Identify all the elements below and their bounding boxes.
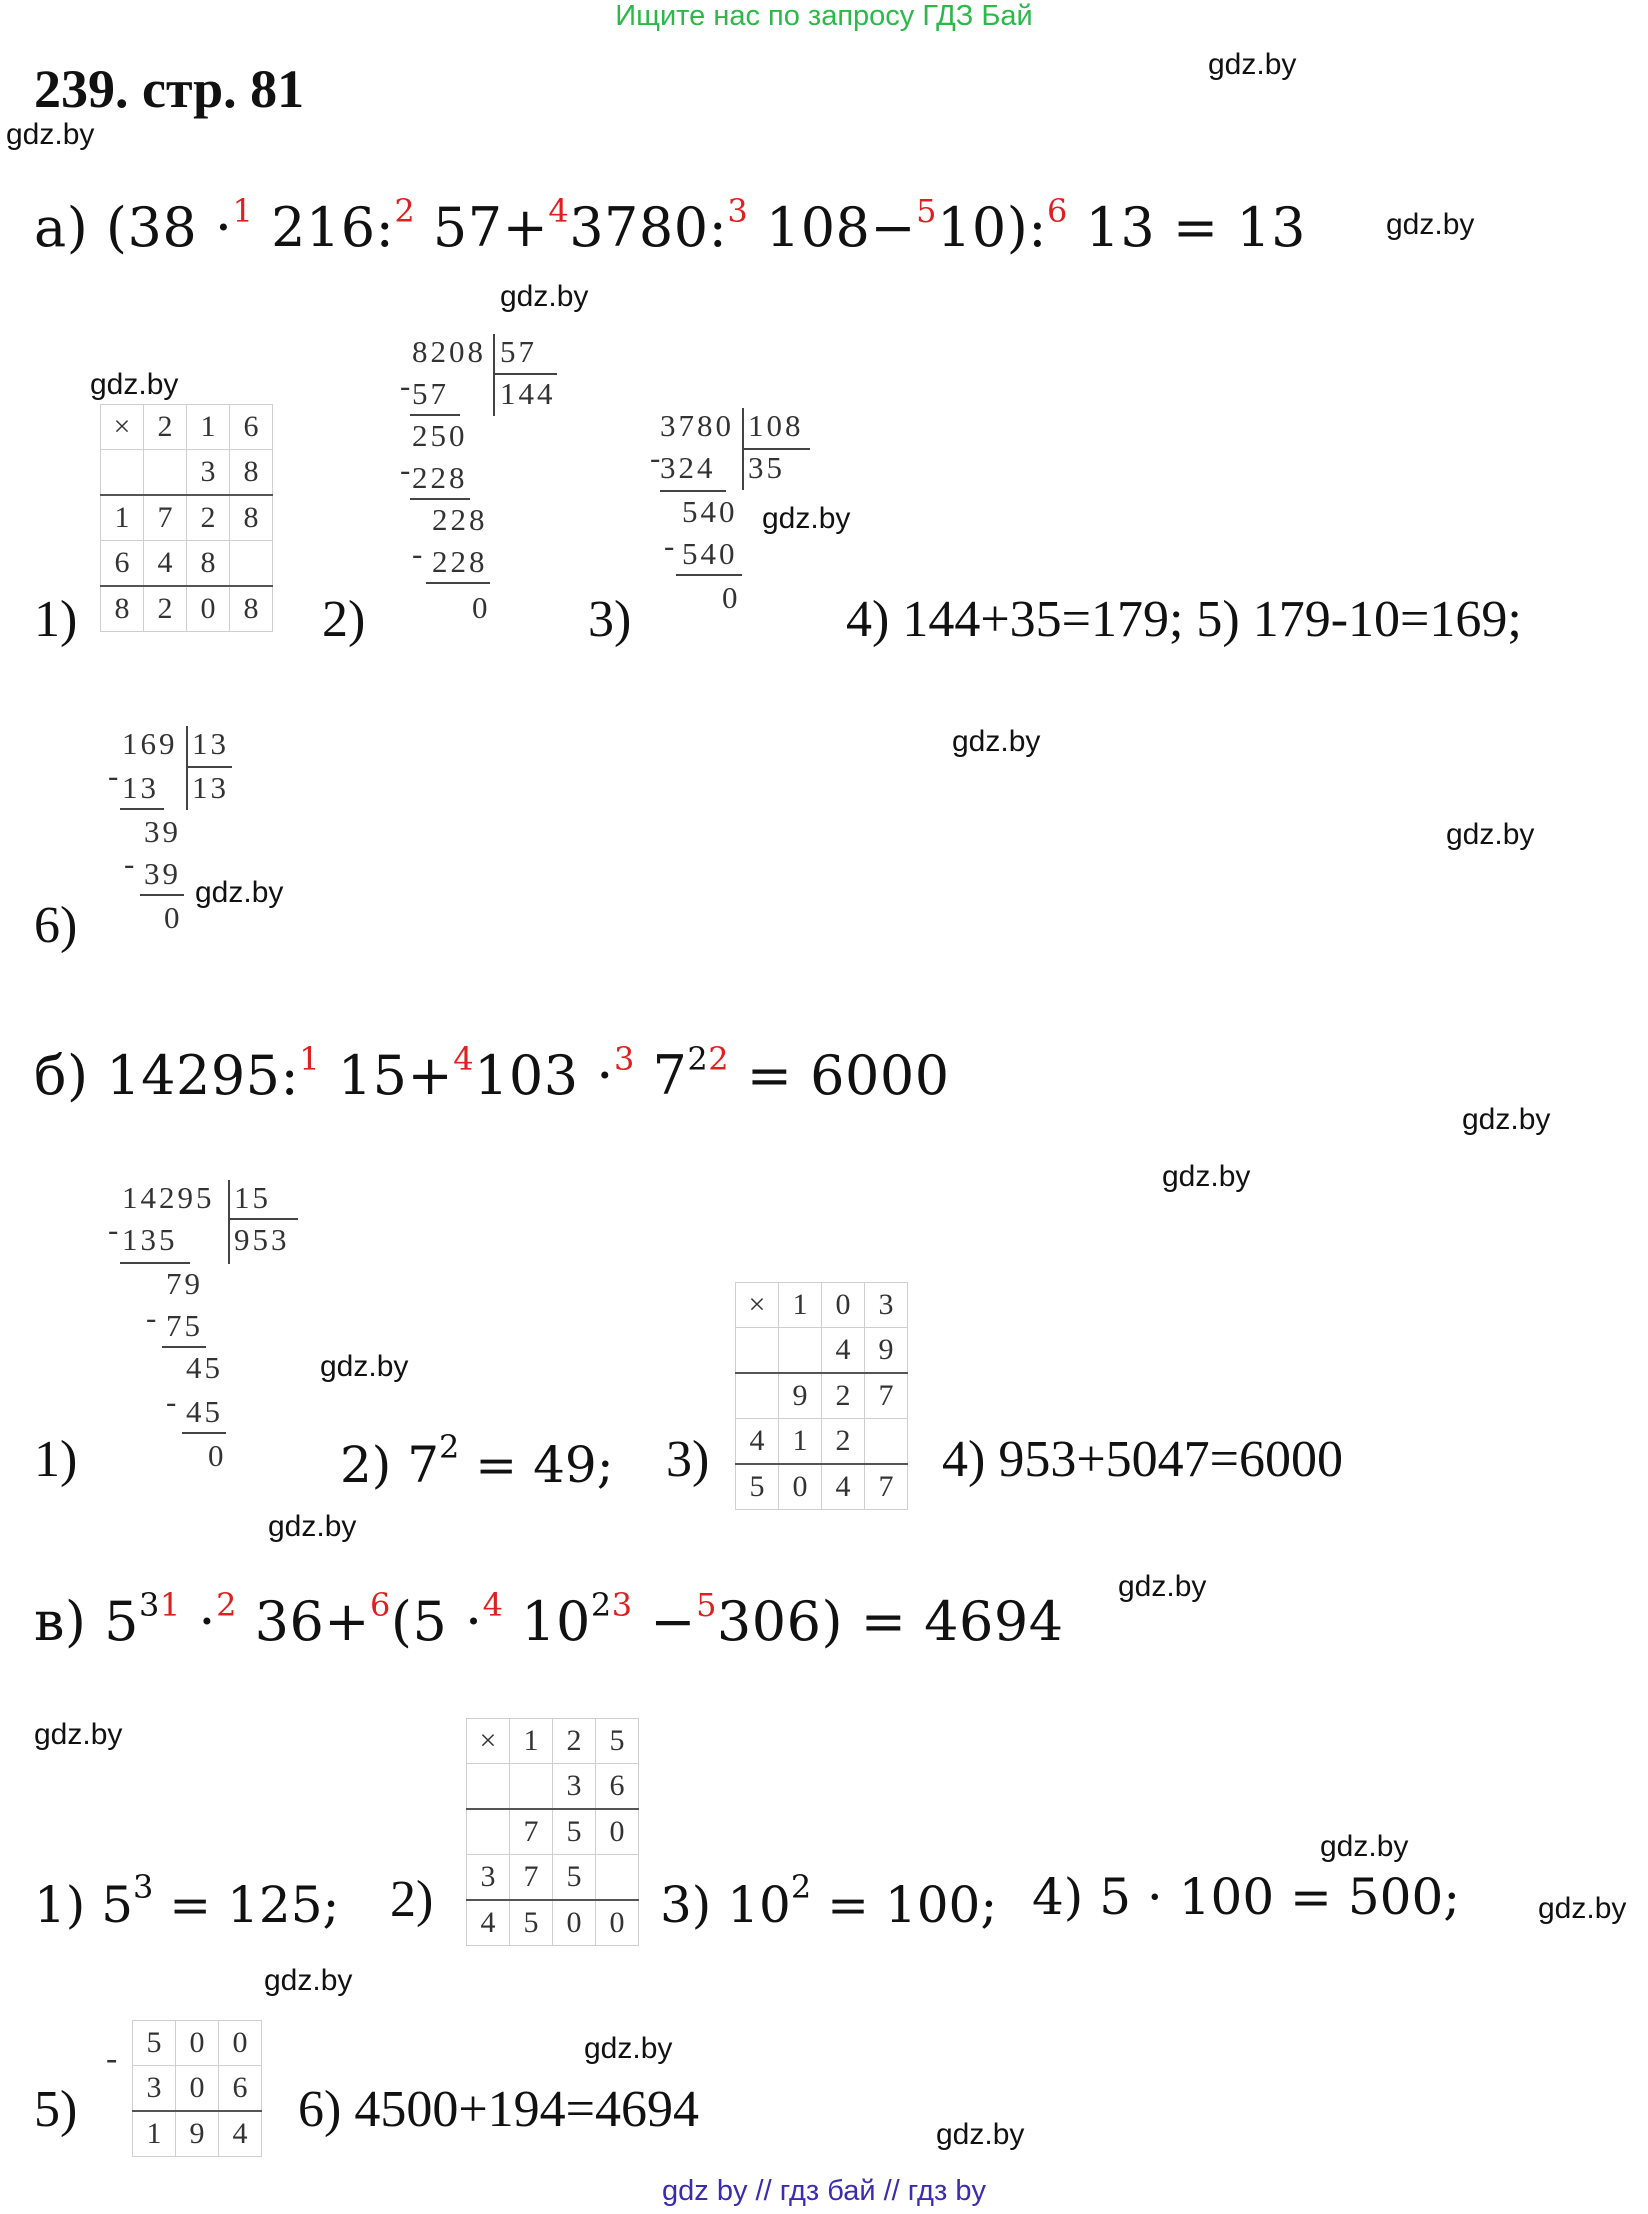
division-row: 57 bbox=[412, 376, 449, 411]
step-label: 3) bbox=[588, 591, 632, 648]
watermark: gdz.by bbox=[952, 725, 1041, 758]
division-row: 540 bbox=[682, 494, 738, 529]
grid-cell: 0 bbox=[187, 586, 230, 632]
grid-cell: 8 bbox=[101, 586, 144, 632]
watermark: gdz.by bbox=[1208, 48, 1297, 81]
order-mark: 4 bbox=[453, 1040, 475, 1078]
grid-cell: 0 bbox=[176, 2066, 219, 2112]
grid-cell: 2 bbox=[187, 495, 230, 541]
step-label: 3) bbox=[666, 1431, 710, 1488]
grid-cell bbox=[779, 1328, 822, 1374]
order-mark: 5 bbox=[696, 1586, 717, 1624]
division-row: 79 bbox=[166, 1266, 203, 1301]
grid-cell: 7 bbox=[510, 1855, 553, 1901]
grid-cell: 4 bbox=[144, 541, 187, 587]
grid-cell bbox=[736, 1328, 779, 1374]
divisor: 13 bbox=[192, 726, 229, 761]
order-mark: 2 bbox=[216, 1586, 237, 1624]
grid-cell bbox=[736, 1373, 779, 1419]
quotient: 144 bbox=[500, 376, 556, 411]
division-row: 39 bbox=[144, 856, 181, 891]
divisor: 15 bbox=[234, 1180, 271, 1215]
expr-text: 15+ bbox=[320, 1044, 454, 1107]
grid-cell bbox=[596, 1855, 639, 1901]
order-mark: 3 bbox=[611, 1586, 633, 1624]
division-row: 75 bbox=[166, 1308, 203, 1343]
step-1-c bbox=[34, 1868, 339, 1934]
expr-text: = 6000 bbox=[729, 1044, 950, 1107]
step-4-b: 4) 953+5047=6000 bbox=[942, 1431, 1343, 1488]
subtraction-grid-c5 bbox=[132, 2020, 262, 2157]
grid-cell: 4 bbox=[467, 1900, 510, 1946]
step-label: 1) bbox=[34, 591, 78, 648]
dividend: 14295 bbox=[122, 1180, 215, 1215]
watermark: gdz.by bbox=[34, 1718, 123, 1751]
grid-cell bbox=[865, 1419, 908, 1465]
grid-cell: 3 bbox=[187, 450, 230, 496]
division-row: 0 bbox=[164, 900, 183, 935]
expr-text: · bbox=[180, 1590, 217, 1653]
grid-cell bbox=[467, 1764, 510, 1810]
expr-text: 57+ bbox=[415, 196, 549, 259]
expr-text: 13 = 13 bbox=[1067, 196, 1307, 259]
grid-cell: 0 bbox=[553, 1900, 596, 1946]
exponent: 2 bbox=[687, 1040, 709, 1078]
grid-cell: 0 bbox=[176, 2021, 219, 2066]
grid-cell: 1 bbox=[101, 495, 144, 541]
grid-cell: 5 bbox=[596, 1719, 639, 1764]
order-mark: 1 bbox=[159, 1586, 181, 1624]
grid-cell: 3 bbox=[553, 1764, 596, 1810]
expr-text: б) 14295: bbox=[34, 1044, 300, 1107]
grid-cell: 7 bbox=[865, 1464, 908, 1510]
expression-c bbox=[34, 1586, 1064, 1653]
order-mark: 1 bbox=[232, 192, 254, 230]
watermark: gdz.by bbox=[6, 118, 95, 151]
division-row: 540 bbox=[682, 536, 738, 571]
division-row: 39 bbox=[144, 814, 181, 849]
grid-cell: 5 bbox=[133, 2021, 176, 2066]
grid-cell: 5 bbox=[736, 1464, 779, 1510]
exponent: 3 bbox=[133, 1868, 154, 1906]
exponent: 2 bbox=[790, 1868, 812, 1906]
grid-cell: 0 bbox=[779, 1464, 822, 1510]
grid-cell: 0 bbox=[822, 1283, 865, 1328]
grid-cell: 3 bbox=[467, 1855, 510, 1901]
watermark: gdz.by bbox=[320, 1350, 409, 1383]
watermark: gdz.by bbox=[1386, 208, 1475, 241]
multiplication-grid-b3 bbox=[735, 1282, 908, 1510]
grid-cell: 1 bbox=[779, 1419, 822, 1465]
watermark: gdz.by bbox=[1462, 1103, 1551, 1136]
grid-cell: 1 bbox=[187, 405, 230, 450]
expression-b bbox=[34, 1040, 950, 1107]
grid-cell: 4 bbox=[822, 1464, 865, 1510]
multiplication-grid-a1 bbox=[100, 404, 273, 632]
division-row: 13 bbox=[122, 770, 159, 805]
exponent: 2 bbox=[439, 1428, 460, 1466]
multiplication-grid-c2 bbox=[466, 1718, 639, 1946]
step-text: 2) 7 bbox=[340, 1436, 440, 1494]
divisor: 108 bbox=[748, 408, 804, 443]
grid-cell: 4 bbox=[219, 2111, 262, 2157]
order-mark: 2 bbox=[394, 192, 416, 230]
grid-cell: 6 bbox=[596, 1764, 639, 1810]
grid-cell: 1 bbox=[510, 1719, 553, 1764]
grid-cell: × bbox=[467, 1719, 510, 1764]
order-mark: 5 bbox=[916, 192, 938, 230]
dividend: 8208 bbox=[412, 334, 486, 369]
grid-cell: 4 bbox=[736, 1419, 779, 1465]
watermark: gdz.by bbox=[264, 1964, 353, 1997]
expression-a bbox=[34, 192, 1306, 259]
step-label: 6) bbox=[34, 897, 78, 954]
step-text: = 125; bbox=[153, 1876, 340, 1934]
grid-cell: 2 bbox=[822, 1419, 865, 1465]
grid-cell bbox=[467, 1809, 510, 1855]
grid-cell: 5 bbox=[553, 1855, 596, 1901]
step-3-c bbox=[660, 1868, 997, 1934]
watermark: gdz.by bbox=[1162, 1160, 1251, 1193]
order-mark: 4 bbox=[548, 192, 570, 230]
quotient: 13 bbox=[192, 770, 229, 805]
step-2-b bbox=[340, 1428, 614, 1494]
division-row: 228 bbox=[432, 502, 488, 537]
grid-cell: 7 bbox=[865, 1373, 908, 1419]
divisor: 57 bbox=[500, 334, 537, 369]
grid-cell: 1 bbox=[133, 2111, 176, 2157]
division-row: 228 bbox=[412, 460, 468, 495]
division-row: 0 bbox=[722, 580, 741, 615]
dividend: 169 bbox=[122, 726, 178, 761]
grid-cell: 3 bbox=[865, 1283, 908, 1328]
grid-cell: 8 bbox=[230, 495, 273, 541]
expr-text: 216: bbox=[253, 196, 395, 259]
exponent: 3 bbox=[139, 1586, 160, 1624]
grid-cell: 7 bbox=[144, 495, 187, 541]
step-6-c: 6) 4500+194=4694 bbox=[298, 2081, 699, 2138]
grid-cell: 7 bbox=[510, 1809, 553, 1855]
watermark: gdz.by bbox=[268, 1510, 357, 1543]
expr-text: 306) = 4694 bbox=[716, 1590, 1064, 1653]
grid-cell: 8 bbox=[187, 541, 230, 587]
division-row: 45 bbox=[186, 1394, 223, 1429]
order-mark: 2 bbox=[708, 1040, 730, 1078]
step-text: 3) 10 bbox=[660, 1876, 791, 1934]
grid-cell: 1 bbox=[779, 1283, 822, 1328]
grid-cell: 2 bbox=[553, 1719, 596, 1764]
division-row: 228 bbox=[432, 544, 488, 579]
grid-cell bbox=[101, 450, 144, 496]
step-label: 2) bbox=[322, 591, 366, 648]
grid-cell bbox=[230, 541, 273, 587]
exponent: 2 bbox=[590, 1586, 612, 1624]
step-label: 1) bbox=[34, 1431, 78, 1488]
page-title: 239. стр. 81 bbox=[34, 59, 305, 119]
grid-cell: 0 bbox=[596, 1900, 639, 1946]
step-text: = 100; bbox=[811, 1876, 998, 1934]
grid-cell: 2 bbox=[822, 1373, 865, 1419]
watermark: gdz.by bbox=[762, 502, 851, 535]
grid-cell: 2 bbox=[144, 586, 187, 632]
grid-cell: 9 bbox=[176, 2111, 219, 2157]
order-mark: 6 bbox=[370, 1586, 391, 1624]
watermark: gdz.by bbox=[195, 876, 284, 909]
watermark: gdz.by bbox=[584, 2032, 673, 2065]
top-banner[interactable]: Ищите нас по запросу ГДЗ Бай bbox=[615, 0, 1033, 32]
order-mark: 4 bbox=[482, 1586, 504, 1624]
expr-text: в) 5 bbox=[34, 1590, 139, 1653]
grid-cell: 5 bbox=[510, 1900, 553, 1946]
order-mark: 6 bbox=[1047, 192, 1068, 230]
grid-cell: 8 bbox=[230, 450, 273, 496]
watermark: gdz.by bbox=[500, 280, 589, 313]
grid-cell: × bbox=[101, 405, 144, 450]
watermark: gdz.by bbox=[936, 2118, 1025, 2151]
order-mark: 3 bbox=[727, 192, 749, 230]
watermark: gdz.by bbox=[1446, 818, 1535, 851]
grid-cell: 2 bbox=[144, 405, 187, 450]
step-text: = 49; bbox=[459, 1436, 614, 1494]
division-row: 0 bbox=[208, 1438, 227, 1473]
grid-cell bbox=[510, 1764, 553, 1810]
step-text: 1) 5 bbox=[34, 1876, 134, 1934]
watermark: gdz.by bbox=[1320, 1830, 1409, 1863]
grid-cell: 9 bbox=[865, 1328, 908, 1374]
quotient: 35 bbox=[748, 450, 785, 485]
expr-text: 36+ bbox=[236, 1590, 371, 1653]
grid-cell: 3 bbox=[133, 2066, 176, 2112]
order-mark: 1 bbox=[299, 1040, 321, 1078]
division-row: 135 bbox=[122, 1222, 178, 1257]
expr-text: 7 bbox=[634, 1044, 688, 1107]
grid-cell: × bbox=[736, 1283, 779, 1328]
grid-cell: 6 bbox=[219, 2066, 262, 2112]
grid-cell: 0 bbox=[219, 2021, 262, 2066]
grid-cell: 0 bbox=[596, 1809, 639, 1855]
dividend: 3780 bbox=[660, 408, 734, 443]
step-4-c: 4) 5 · 100 = 500; bbox=[1032, 1868, 1461, 1926]
watermark: gdz.by bbox=[1538, 1892, 1627, 1925]
watermark: gdz.by bbox=[1118, 1570, 1207, 1603]
steps-4-5: 4) 144+35=179; 5) 179-10=169; bbox=[846, 591, 1522, 648]
watermark: gdz.by bbox=[90, 368, 179, 401]
expr-text: 3780: bbox=[569, 196, 728, 259]
division-row: 324 bbox=[660, 450, 716, 485]
grid-cell: 8 bbox=[230, 586, 273, 632]
minus-sign: - bbox=[106, 2040, 121, 2077]
division-row: 250 bbox=[412, 418, 468, 453]
expr-text: − bbox=[632, 1590, 697, 1653]
grid-cell: 9 bbox=[779, 1373, 822, 1419]
expr-text: а) (38 · bbox=[34, 196, 233, 259]
expr-text: 103 · bbox=[474, 1044, 614, 1107]
step-label: 2) bbox=[390, 1871, 434, 1928]
grid-cell: 5 bbox=[553, 1809, 596, 1855]
expr-text: 10 bbox=[503, 1590, 591, 1653]
order-mark: 3 bbox=[613, 1040, 635, 1078]
expr-text: 108− bbox=[748, 196, 917, 259]
quotient: 953 bbox=[234, 1222, 290, 1257]
grid-cell: 6 bbox=[230, 405, 273, 450]
division-row: 0 bbox=[472, 590, 491, 625]
grid-cell: 6 bbox=[101, 541, 144, 587]
grid-cell bbox=[144, 450, 187, 496]
expr-text: 10): bbox=[937, 196, 1047, 259]
grid-cell: 4 bbox=[822, 1328, 865, 1374]
division-row: 45 bbox=[186, 1350, 223, 1385]
step-label: 5) bbox=[34, 2081, 78, 2138]
expr-text: (5 · bbox=[390, 1590, 483, 1653]
footer-links[interactable]: gdz by // гдз бай // гдз by bbox=[662, 2175, 986, 2207]
